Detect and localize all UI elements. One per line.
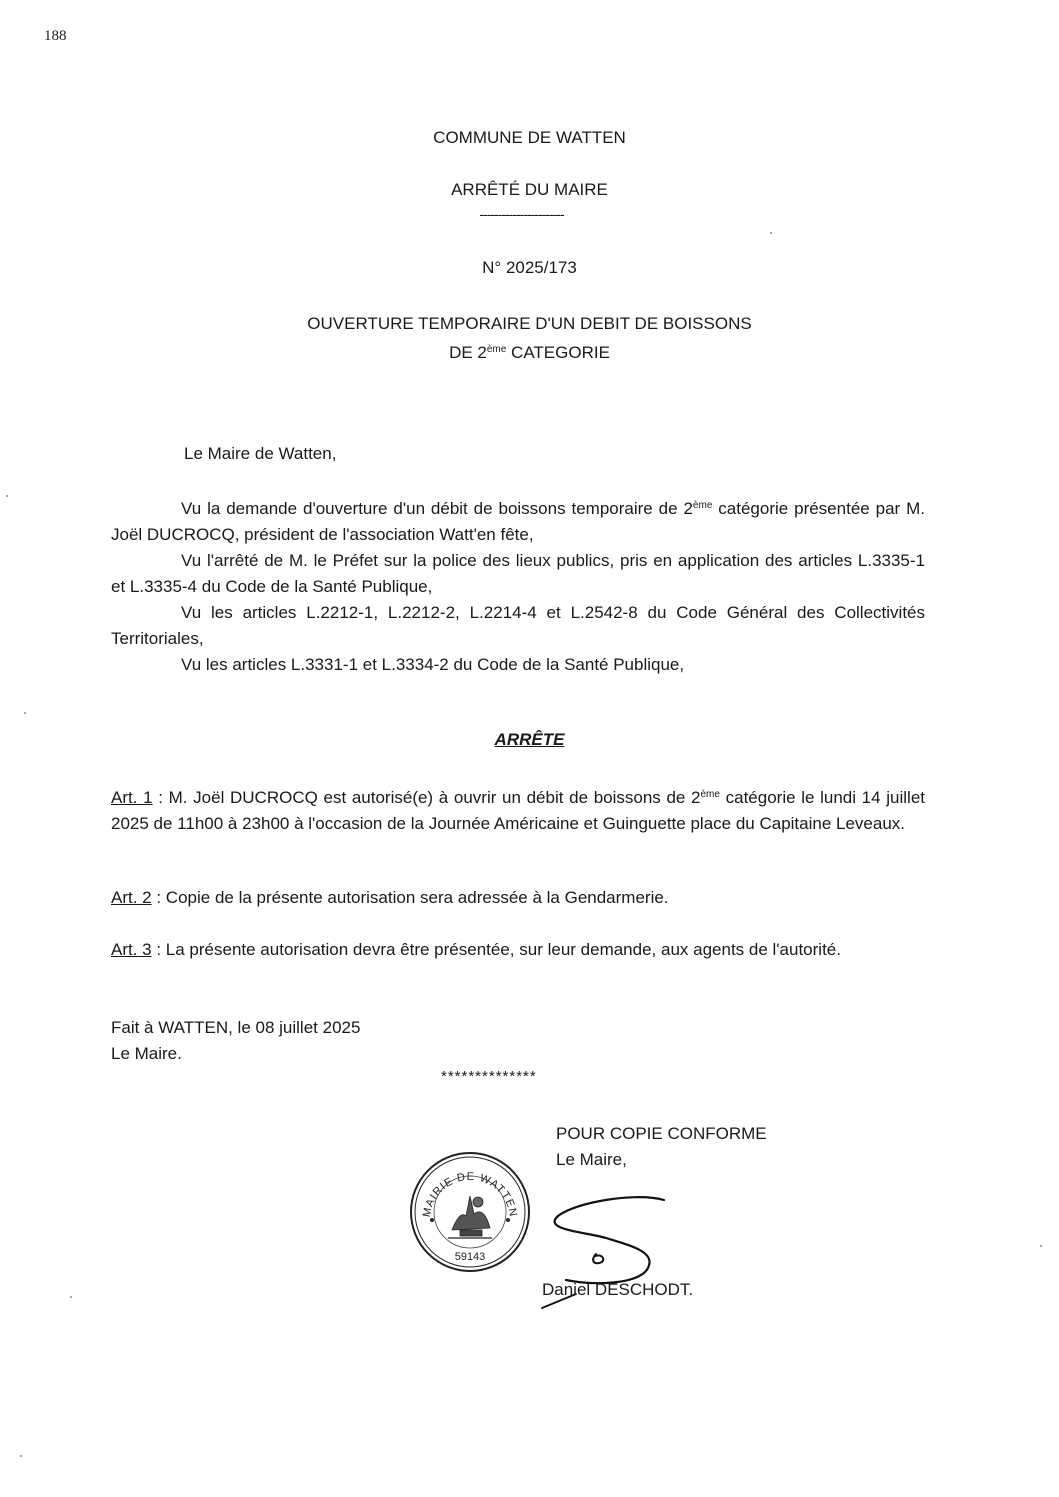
article-label: Art. 3 [111,940,152,959]
article-text: La présente autorisation devra être présentée, sur leur demande, aux agents de l'autorité. [165,940,841,959]
subject-superscript: ème [486,344,507,355]
closing [111,1015,925,1067]
subject-line-2 [0,337,1059,366]
document-type: ARRÊTÉ DU MAIRE [451,180,608,199]
article-2 [111,885,925,911]
closing-role: Le Maire. [111,1044,182,1063]
article-3 [111,937,925,963]
article-text: M. Joël DUCROCQ est autorisé(e) à ouvrir un débit de boissons de 2 [168,788,701,807]
certification [556,1121,767,1173]
subject-text: CATEGORIE [506,343,610,362]
commune-name: COMMUNE DE WATTEN [433,128,626,147]
considerant-2: Vu l'arrêté de M. le Préfet sur la police des lieux publics, pris en application des articles L.3335-1 et L.3335-4 du Code de la Santé Publique, [111,551,925,596]
article-label: Art. 1 [111,788,153,807]
considerant-superscript: ème [692,500,713,511]
arrete-subject [0,311,1059,366]
fait-a: Fait à WATTEN, le 08 juillet 2025 [111,1018,361,1037]
certification-line-2: Le Maire, [556,1150,627,1169]
certification-line-1: POUR COPIE CONFORME [556,1124,767,1143]
header-separator: ----------------------- [479,206,564,222]
subject-line-1: OUVERTURE TEMPORAIRE D'UN DEBIT DE BOISSONS [307,314,752,333]
considerant-3: Vu les articles L.2212-1, L.2212-2, L.2214-4 et L.2542-8 du Code Général des Collectivités Territoriales, [111,603,925,648]
article-separator: : [152,788,169,807]
article-label: Art. 2 [111,888,152,907]
arrete-title: ARRÊTE [494,730,565,749]
article-text: catégorie le lundi 14 juillet 2025 de 11h00 à 23h00 à l'occasion de la Journée Américaine et Guinguette place du Capitaine Leveaux. [111,788,925,833]
article-separator: : [151,940,166,959]
signatory-name: Daniel DESCHODT. [542,1280,694,1299]
page-number: 188 [44,28,67,44]
arrete-number: N° 2025/173 [482,258,577,277]
seal-text: MAIRIE DE WATTEN [420,1170,520,1219]
considerant-text: catégorie présentée par M. Joël DUCROCQ, président de l'association Watt'en fête, [111,499,925,544]
considerants [111,493,925,678]
article-separator: : [151,888,166,907]
stars-separator: ************** [441,1068,537,1085]
article-text: Copie de la présente autorisation sera adressée à la Gendarmerie. [165,888,669,907]
considerant-text: Vu la demande d'ouverture d'un débit de boissons temporaire de 2 [181,499,693,518]
considerant-1 [111,493,925,548]
article-superscript: ème [700,789,720,800]
considerant-4: Vu les articles L.3331-1 et L.3334-2 du Code de la Santé Publique, [181,655,685,674]
salutation: Le Maire de Watten, [184,444,337,463]
subject-text: DE 2 [449,343,487,362]
article-1 [111,782,925,837]
seal-postcode: 59143 [454,1251,486,1263]
mairie-seal-icon [408,1150,532,1274]
